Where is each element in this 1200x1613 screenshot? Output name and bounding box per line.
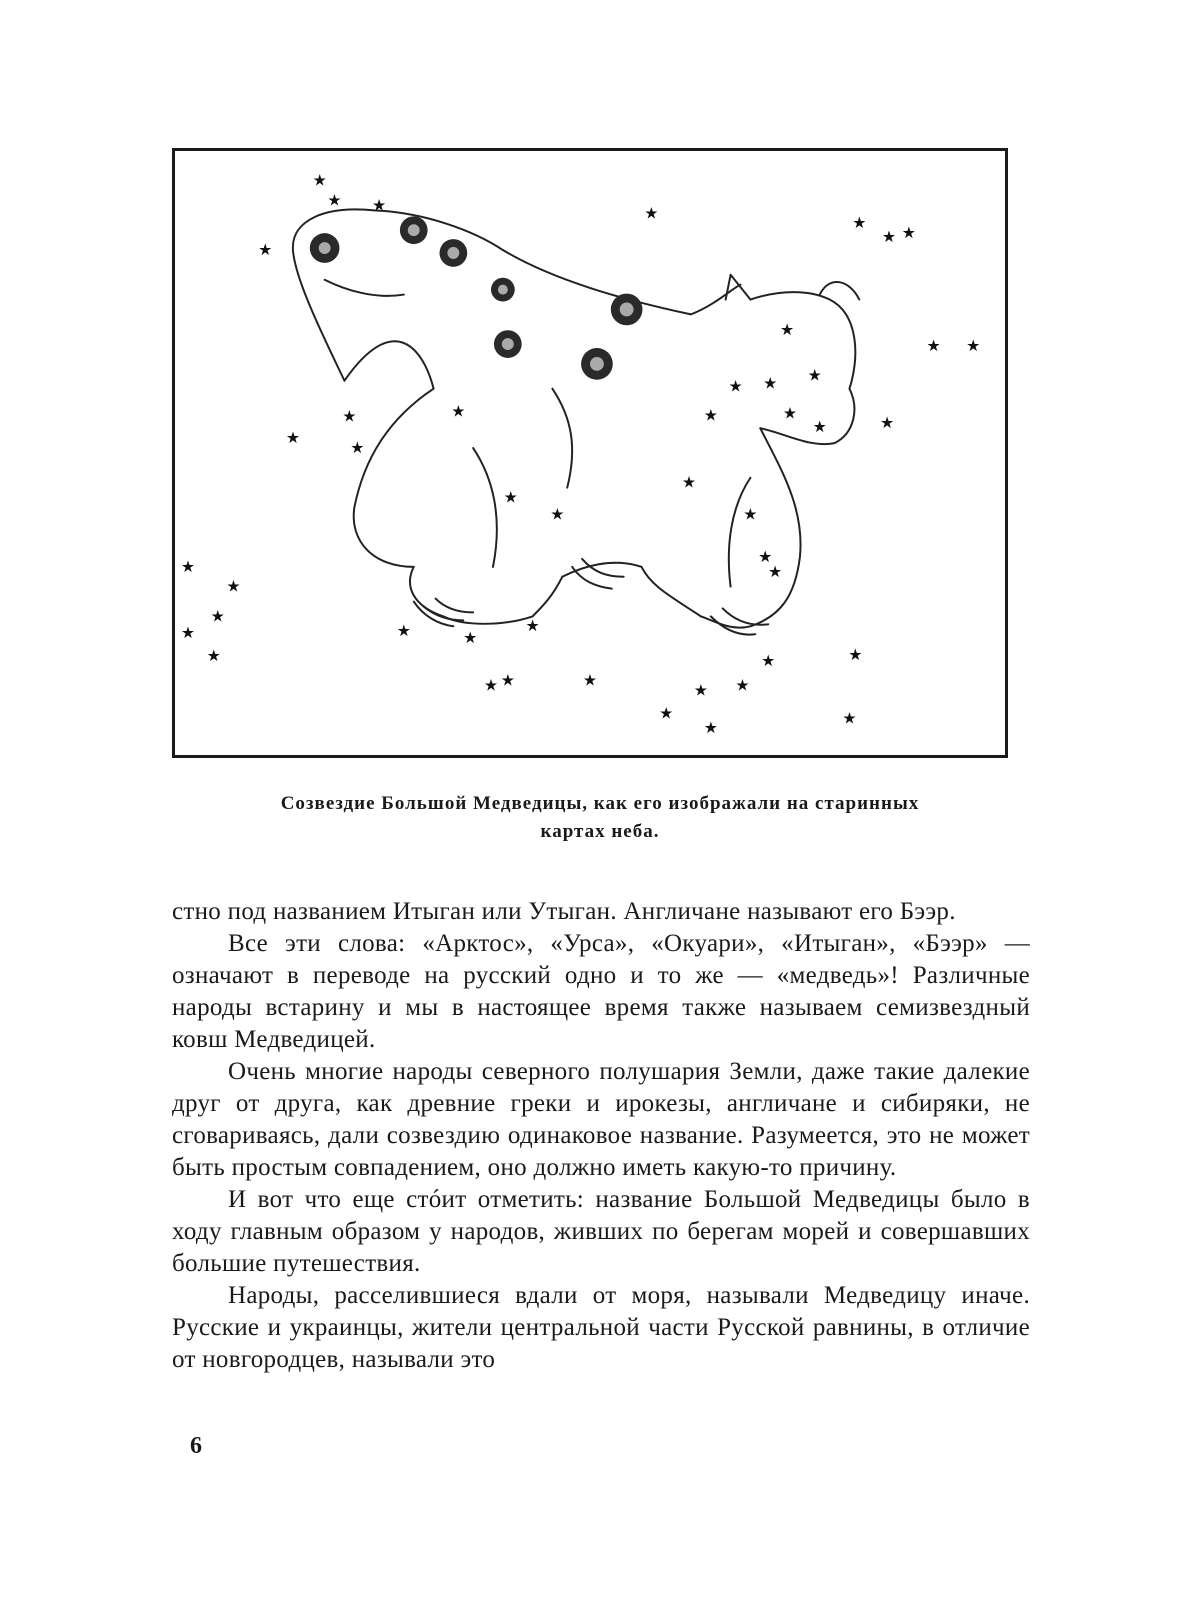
svg-text:★: ★: [735, 675, 750, 695]
caption-line-1: Созвездие Большой Медведицы, как его изображали на старинных: [280, 793, 920, 814]
svg-text:★: ★: [180, 556, 196, 576]
svg-text:★: ★: [728, 376, 743, 396]
constellation-illustration: [172, 148, 1008, 758]
svg-text:★: ★: [396, 621, 411, 641]
caption-line-2: картах неба.: [540, 821, 660, 842]
svg-text:★: ★: [644, 203, 659, 223]
svg-text:★: ★: [550, 504, 565, 524]
svg-text:★: ★: [483, 675, 499, 695]
paragraph: И вот что еще стóит отметить: название Большой Медведицы было в ходу главным образом у народов, живших по берегам морей и совершавших большие путешествия.: [172, 1186, 1030, 1277]
svg-text:★: ★: [848, 644, 863, 664]
svg-text:★: ★: [743, 504, 758, 524]
paragraph: стно под названием Итыган или Утыган. Англичане называют его Бээр.: [172, 898, 956, 925]
svg-text:★: ★: [342, 406, 357, 426]
svg-text:★: ★: [463, 628, 478, 648]
svg-text:★: ★: [180, 623, 196, 643]
svg-text:★: ★: [582, 670, 598, 690]
svg-text:★: ★: [761, 650, 776, 670]
svg-text:★: ★: [503, 487, 518, 507]
body-text: [172, 896, 1030, 1376]
svg-text:★: ★: [966, 336, 981, 356]
svg-text:★: ★: [350, 438, 365, 458]
svg-text:★: ★: [312, 170, 327, 190]
svg-text:★: ★: [812, 417, 827, 437]
svg-text:★: ★: [681, 472, 697, 492]
page-number: 6: [190, 1433, 202, 1459]
svg-text:★: ★: [703, 718, 718, 738]
svg-text:★: ★: [763, 373, 778, 393]
svg-text:★: ★: [500, 670, 515, 690]
svg-text:★: ★: [226, 576, 241, 596]
svg-text:★: ★: [285, 428, 301, 448]
svg-text:★: ★: [451, 401, 466, 421]
svg-text:★: ★: [693, 680, 708, 700]
svg-text:★: ★: [327, 190, 342, 210]
svg-text:★: ★: [258, 239, 273, 259]
svg-text:★: ★: [842, 708, 857, 728]
bright-stars: [310, 216, 643, 379]
svg-text:★: ★: [758, 546, 773, 566]
svg-text:★: ★: [371, 195, 387, 215]
svg-text:★: ★: [206, 645, 221, 665]
svg-text:★: ★: [807, 365, 822, 385]
svg-text:★: ★: [926, 336, 941, 356]
svg-text:★: ★: [525, 616, 540, 636]
svg-text:★: ★: [779, 320, 795, 340]
svg-text:★: ★: [768, 561, 783, 581]
svg-text:★: ★: [210, 606, 225, 626]
svg-text:★: ★: [879, 413, 895, 433]
svg-text:★: ★: [782, 403, 798, 423]
paragraph: Все эти слова: «Арктос», «Урса», «Окуари», «Итыган», «Бээр» — означают в переводе на русский одно и то же — «медведь»! Различные народы встарину и мы в настоящее время также называем семизвездный ковш Медведицей.: [172, 930, 1030, 1053]
svg-text:★: ★: [703, 405, 718, 425]
svg-text:★: ★: [881, 227, 897, 247]
svg-text:★: ★: [901, 223, 916, 243]
paragraph: Очень многие народы северного полушария Земли, даже такие далекие друг от друга, как древние греки и ирокезы, англичане и сибиряки, не сговариваясь, дали созвездию одинаковое название. Разумеется, это не может быть простым совпадением, оно должно иметь какую-то причину.: [172, 1058, 1030, 1181]
small-stars: [181, 171, 980, 738]
figure-caption: [150, 790, 1050, 846]
paragraph: Народы, расселившиеся вдали от моря, называли Медведицу иначе. Русские и украинцы, жители центральной части Русской равнины, в отличие от новгородцев, называли это: [172, 1282, 1030, 1373]
svg-text:★: ★: [659, 703, 674, 723]
svg-text:★: ★: [852, 213, 867, 233]
